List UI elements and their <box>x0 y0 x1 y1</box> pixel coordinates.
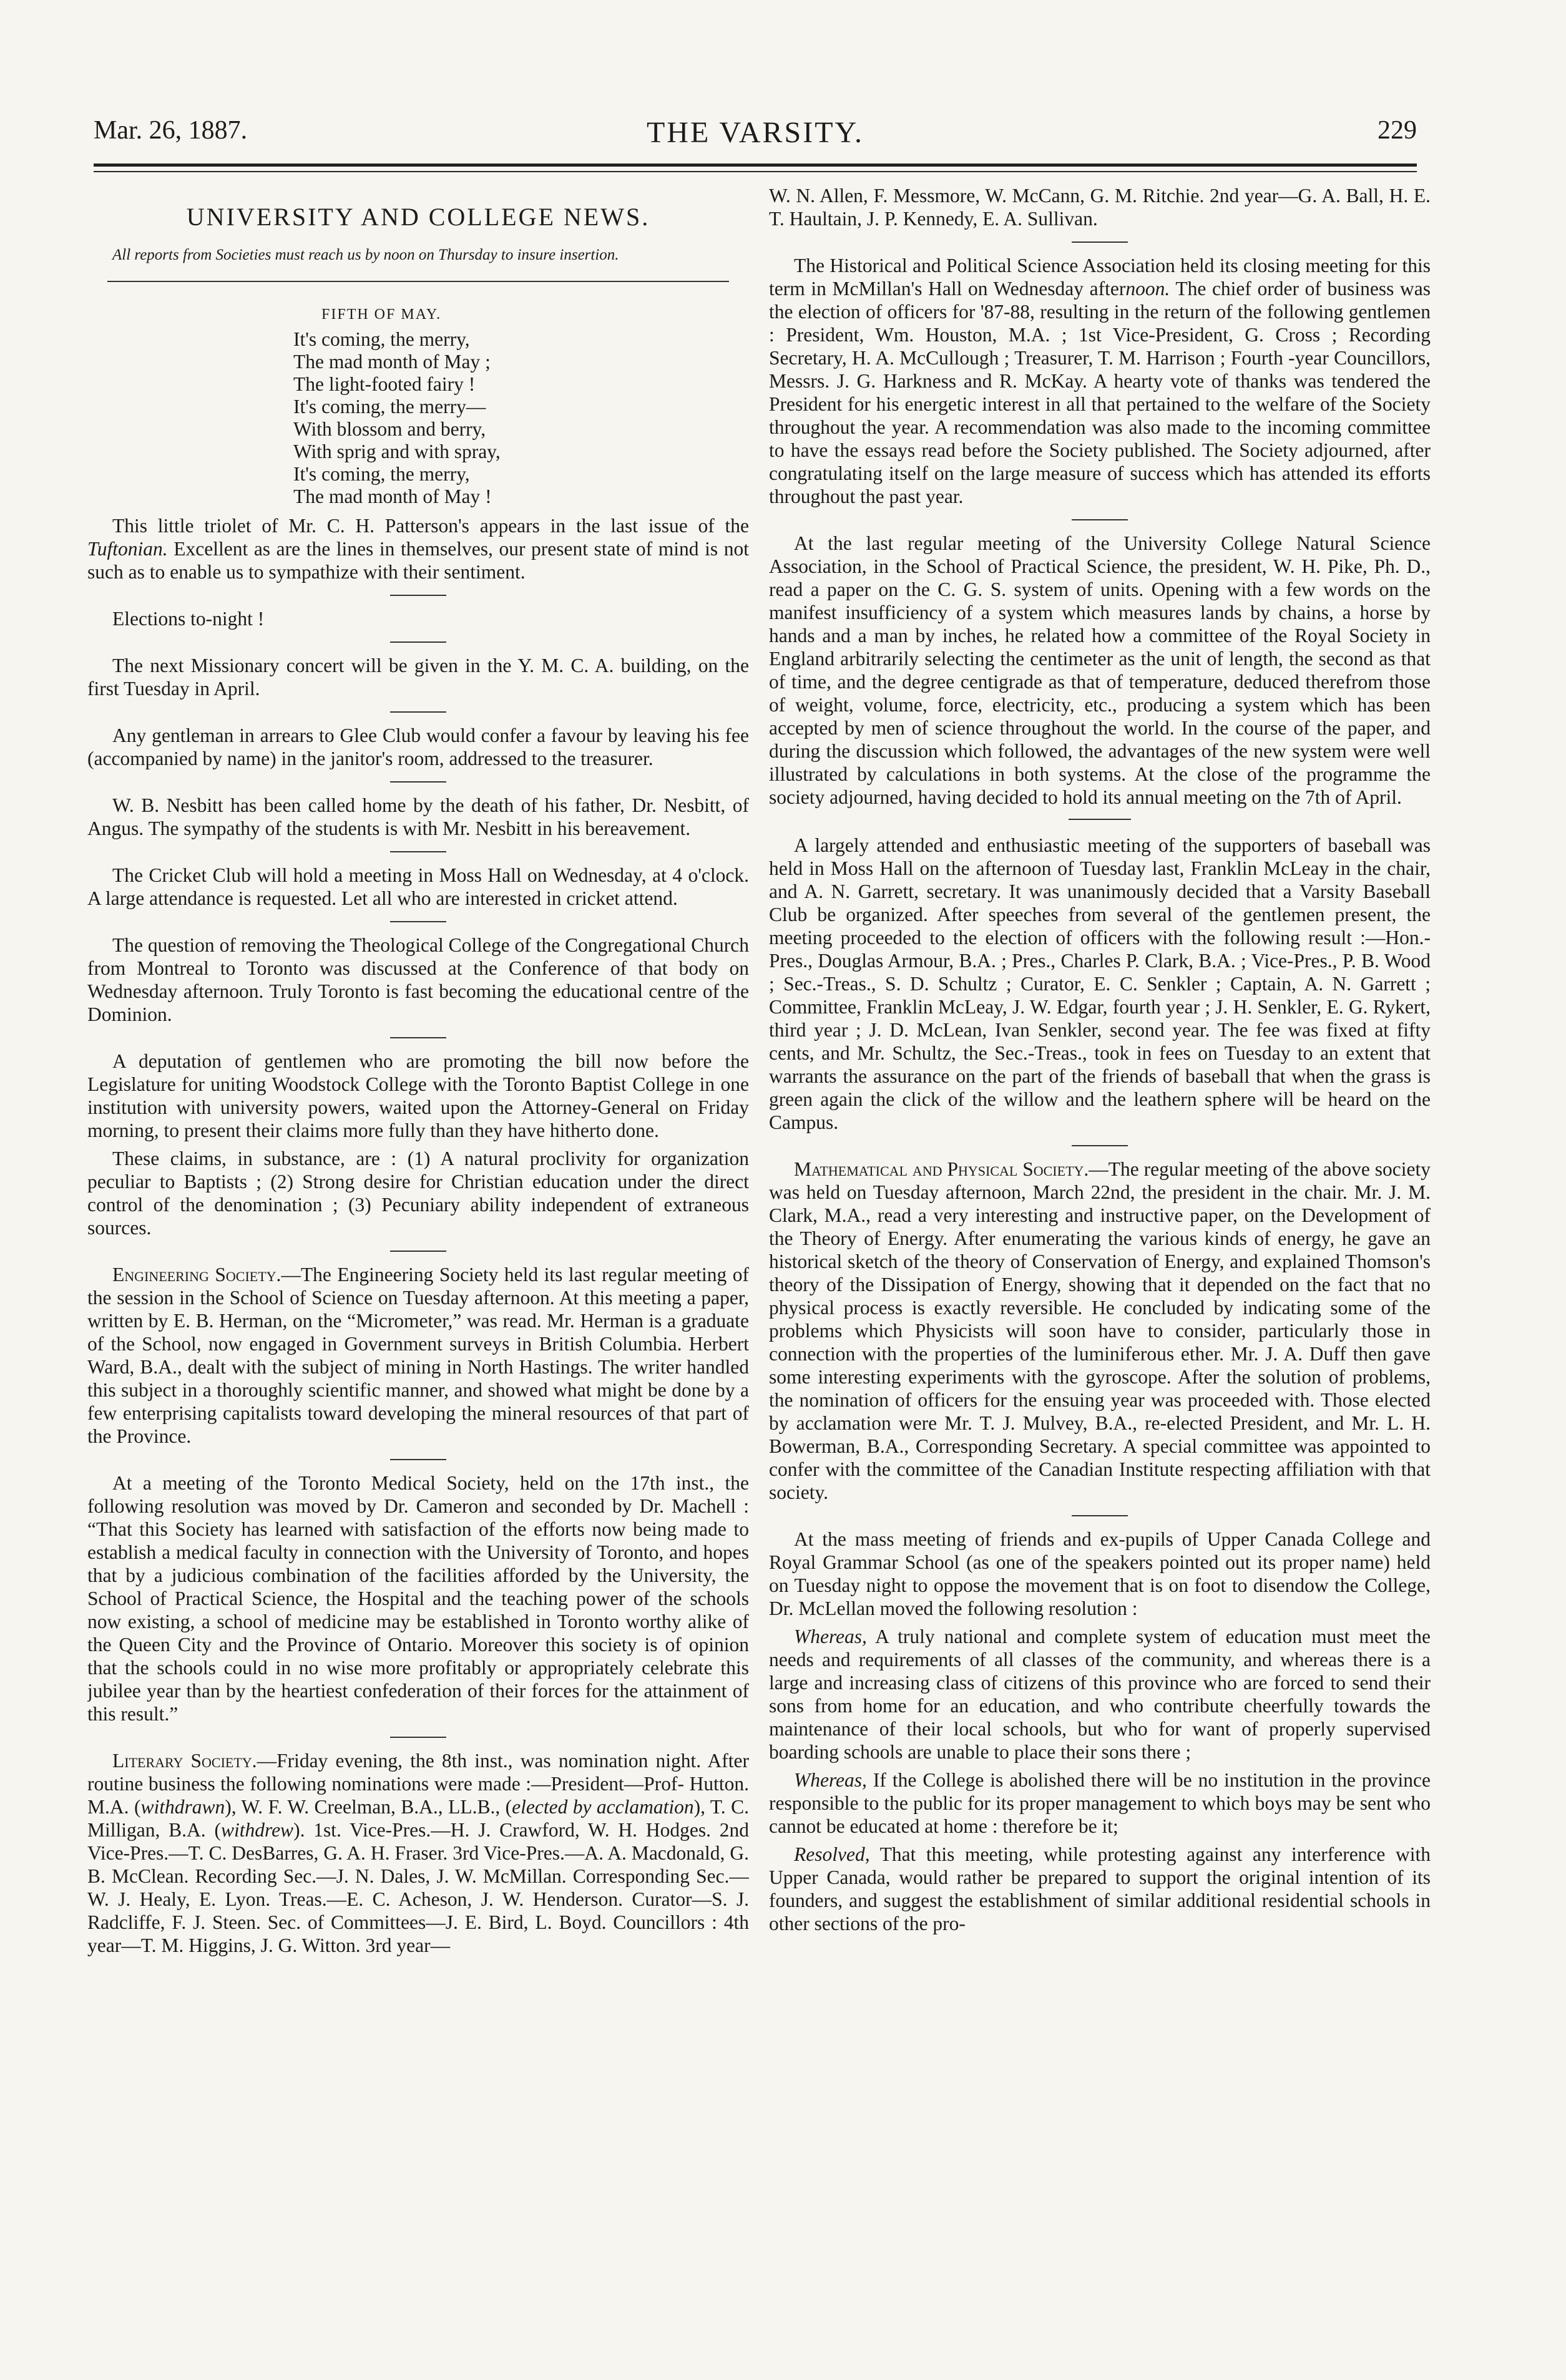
text-run: ), W. F. W. Creelman, B.A., LL.B., ( <box>225 1796 512 1818</box>
header-rule-thick <box>94 163 1417 167</box>
text-run: withdrawn <box>140 1796 225 1818</box>
text-run: noon. <box>1125 278 1170 300</box>
item-separator <box>1069 819 1131 820</box>
text-run: Whereas, <box>794 1769 867 1791</box>
issue-date: Mar. 26, 1887. <box>94 116 248 145</box>
poem-line: With blossom and berry, <box>293 418 486 440</box>
engineering-society-report <box>87 1263 749 1448</box>
text-run: A truly national and complete system of education must meet the needs and requirements of all classes of the community, and whereas there is a large and increasing class of citizens of this province who are forced to send their sons from home for an education, and who contribute cheerfully towards the maintenance of their local schools, but who for want of properly supervised boarding schools are unable to place their sons there ; <box>769 1626 1431 1763</box>
text-run: elected by acclamation <box>512 1796 694 1818</box>
masthead-title: THE VARSITY. <box>646 116 864 149</box>
poem-line: The light-footed fairy ! <box>293 373 476 395</box>
item-separator <box>390 1737 446 1738</box>
poem-line: With sprig and with spray, <box>293 441 501 462</box>
text-run: This little triolet of Mr. C. H. Patterson's appears in the last issue of the <box>112 515 749 537</box>
poem <box>293 328 749 508</box>
item-separator <box>390 1037 446 1038</box>
mathematical-society-report <box>769 1158 1431 1504</box>
missionary-note: The next Missionary concert will be given in the Y. M. C. A. building, on the first Tuesday in April. <box>87 655 749 700</box>
poem-line: It's coming, the merry— <box>293 396 486 417</box>
society-heading: Engineering Society. <box>112 1264 281 1285</box>
item-separator <box>390 641 446 643</box>
right-column <box>769 184 1431 2343</box>
text-run: Excellent as are the lines in themselves, our present state of mind is not such as to enable us to sympathize with their sentiment. <box>87 538 749 583</box>
upper-canada-college-report: At the mass meeting of friends and ex-pupils of Upper Canada College and Royal Grammar School (as one of the speakers pointed out its proper name) held on Tuesday night to oppose the movement that is on foot to disendow the College, Dr. McLellan moved the following resolution : <box>769 1528 1431 1619</box>
historical-association-report <box>769 254 1431 508</box>
text-run: If the College is abolished there will be no institution in the province responsible to the public for its proper management to which boys may be sent who cannot be educated at home : therefore be it; <box>769 1769 1431 1837</box>
item-separator <box>390 1459 446 1460</box>
resolution-whereas-2 <box>769 1768 1431 1838</box>
item-separator <box>390 595 446 596</box>
elections-note: Elections to-night ! <box>112 608 265 630</box>
text-run: Whereas, <box>794 1626 867 1647</box>
society-heading: Mathematical and Physical Society. <box>794 1158 1089 1180</box>
item-separator <box>390 921 446 922</box>
literary-society-report <box>87 1749 749 1957</box>
deputation-note: A deputation of gentlemen who are promoting the bill now before the Legislature for uniting Woodstock College with the Toronto Baptist College in one institution with university powers, waited upon the Attorney-General on Friday morning, to present their claims more fully than they have hitherto done. <box>87 1050 749 1141</box>
claims-note: These claims, in substance, are : (1) A natural proclivity for organization peculiar to Baptists ; (2) Strong desire for Christian education under the direct control of the denomination ; (3) Pecuniary ability independent of extraneous sources. <box>87 1148 749 1239</box>
natural-science-report: At the last regular meeting of the University College Natural Science Association, in the School of Practical Science, the president, W. H. Pike, Ph. D., read a paper on the C. G. S. system of units. Opening with a few words on the manifest insufficiency of a system which measures lands by chains, a horse by hands and a man by inches, he related how a committee of the Royal Society in England arbitrarily selecting the centimeter as the unit of length, the second as that of time, and the degree centigrade as that of temperature, deduced therefrom those of weight, volume, force, electricity, etc., producing a system which has been accepted by men of science throughout the world. In the course of the paper, and during the discussion which followed, the advantages of the new system were well illustrated by calculations in both systems. At the close of the programme the society adjourned, having decided to hold its annual meeting on the 7th of April. <box>769 532 1431 808</box>
poem-line: The mad month of May ! <box>293 485 492 507</box>
poem-line: The mad month of May ; <box>293 351 491 373</box>
glee-club-note: Any gentleman in arrears to Glee Club would confer a favour by leaving his fee (accompanied by name) in the janitor's room, addressed to the treasurer. <box>87 724 749 769</box>
poem-title: FIFTH OF MAY. <box>321 306 442 323</box>
text-run: The Historical and Political Science Association held its closing meeting for this term in McMillan's Hall on Wednesday after <box>769 255 1431 300</box>
page-number: 229 <box>1378 116 1417 145</box>
text-run: Resolved, <box>794 1843 870 1865</box>
publication-name: Tuftonian. <box>87 538 168 560</box>
nesbitt-note: W. B. Nesbitt has been called home by the death of his father, Dr. Nesbitt, of Angus. The sympathy of the students is with Mr. Nesbitt in his bereavement. <box>87 794 749 839</box>
page-header <box>94 115 1417 153</box>
reports-notice: All reports from Societies must reach us by noon on Thursday to insure insertion. <box>112 246 619 263</box>
text-run: —The Engineering Society held its last regular meeting of the session in the School of Science on Tuesday afternoon. At this meeting a paper, written by E. B. Herman, on the “Micrometer,” was read. Mr. Herman is a graduate of the School, now engaged in Government surveys in British Columbia. Herbert Ward, B.A., dealt with the subject of mining in North Hastings. The writer handled this subject in a thoroughly scientific manner, and showed what might be done by a few enterprising capitalists toward developing the mineral resources of that part of the Province. <box>87 1264 749 1447</box>
society-heading: Literary Society. <box>112 1750 257 1772</box>
section-title: UNIVERSITY AND COLLEGE NEWS. <box>186 203 650 231</box>
left-column <box>87 184 749 2343</box>
section-divider <box>107 281 729 282</box>
theological-college-note: The question of removing the Theological College of the Congregational Church from Montreal to Toronto was discussed at the Conference of that body on Wednesday afternoon. Truly Toronto is fast becoming the educational centre of the Dominion. <box>87 934 749 1025</box>
cricket-club-note: The Cricket Club will hold a meeting in Moss Hall on Wednesday, at 4 o'clock. A large attendance is requested. Let all who are interested in cricket attend. <box>87 864 749 909</box>
item-separator <box>1072 1515 1128 1516</box>
poem-line: It's coming, the merry, <box>293 328 470 350</box>
item-separator <box>1072 241 1128 243</box>
baseball-club-report: A largely attended and enthusiastic meeting of the supporters of baseball was held in Moss Hall on the afternoon of Tuesday last, Franklin McLeay in the chair, and A. N. Garrett, secretary. It was unanimously decided that a Varsity Baseball Club be organized. After speeches from several of the gentlemen present, the meeting proceeded to the election of officers with the following result :—Hon.-Pres., Douglas Armour, B.A. ; Pres., Charles P. Clark, B.A. ; Vice-Pres., P. B. Wood ; Sec.-Treas., S. D. Schultz ; Curator, E. C. Senkler ; Captain, A. N. Garrett ; Committee, Franklin McLeay, J. W. Edgar, fourth year ; J. H. Senkler, E. G. Rykert, third year ; J. D. McLean, Ivan Senkler, second year. The fee was fixed at fifty cents, and Mr. Schultz, the Sec.-Treas., took in fees on Tuesday to an extent that warrants the assurance on the part of the friends of baseball that when the grass is green again the click of the willow and the leathern sphere will be heard on the Campus. <box>769 834 1431 1133</box>
text-run: withdrew <box>220 1819 294 1841</box>
poem-line: It's coming, the merry, <box>293 463 470 485</box>
item-separator <box>1072 1145 1128 1146</box>
item-separator <box>390 781 446 783</box>
item-separator <box>390 711 446 713</box>
text-run: ), T. C. Milligan, B.A. ( <box>87 1796 749 1841</box>
text-run: The chief order of business was the election of officers for '87-88, resulting in the return of the following gentlemen : President, Wm. Houston, M.A. ; 1st Vice-President, G. Cross ; Recording Secretary, H. A. McCullough ; Treasurer, T. M. Harrison ; Fourth -year Councillors, Messrs. J. G. Harkness and R. McKay. A hearty vote of thanks was tendered the President for his energetic interest in all that pertained to the welfare of the Society throughout the year. A recommendation was also made to the incoming committee to have the essays read before the Society published. The Society adjourned, after congratulating itself on the large measure of success which has attended its efforts throughout the past year. <box>769 278 1431 507</box>
resolution-whereas-1 <box>769 1625 1431 1763</box>
header-rule-thin <box>94 171 1417 172</box>
triolet-note <box>87 514 749 583</box>
item-separator <box>1072 519 1128 520</box>
item-separator <box>390 1251 446 1252</box>
item-separator <box>390 851 446 852</box>
text-run: That this meeting, while protesting against any interference with Upper Canada, would rather be prepared to support the original intention of its founders, and suggest the establishment of similar additional residential schools in other sections of the pro- <box>769 1843 1431 1934</box>
resolution-resolved <box>769 1843 1431 1935</box>
literary-society-continued: W. N. Allen, F. Messmore, W. McCann, G. M. Ritchie. 2nd year—G. A. Ball, H. E. T. Haultain, J. P. Kennedy, E. A. Sullivan. <box>769 185 1431 230</box>
text-run: ). 1st. Vice-Pres.—H. J. Crawford, W. H. Hodges. 2nd Vice-Pres.—T. C. DesBarres, G. A. H. Fraser. 3rd Vice-Pres.—A. A. Macdonald, G. B. McClean. Recording Sec.—J. N. Dales, J. W. McMillan. Corresponding Sec.—W. J. Healy, E. Lyon. Treas.—E. C. Acheson, J. W. Henderson. Curator—S. J. Radcliffe, F. J. Steen. Sec. of Committees—J. E. Bird, L. Boyd. Councillors : 4th year—T. M. Higgins, J. G. Witton. 3rd year— <box>87 1819 749 1956</box>
medical-society-report: At a meeting of the Toronto Medical Society, held on the 17th inst., the following resolution was moved by Dr. Cameron and seconded by Dr. Machell : “That this Society has learned with satisfaction of the efforts now being made to establish a medical faculty in connection with the University of Toronto, and hopes that by a judicious combination of the facilities afforded by the University, the School of Practical Science, the Hospital and the teaching power of the schools now existing, a school of medicine may be established in Toronto worthy alike of the Queen City and the Province of Ontario. Moreover this society is of opinion that the schools could in no wise more profitably or appropriately celebrate this jubilee year than by the heartiest confederation of their forces for the attainment of this result.” <box>87 1472 749 1725</box>
text-run: —The regular meeting of the above society was held on Tuesday afternoon, March 22nd, the president in the chair. Mr. J. M. Clark, M.A., read a very interesting and instructive paper, on the Development of the Theory of Energy. After enumerating the various kinds of energy, he gave an historical sketch of the theory of Conservation of Energy, and explained Thomson's theory of the Dissipation of Energy, showing that it depended on the fact that no physical process is exactly reversible. He concluded by indicating some of the problems which Physicists will soon have to consider, particularly those in connection with the properties of the luminiferous ether. Mr. J. A. Duff then gave some interesting experiments with the gyroscope. After the solution of problems, the nomination of officers for the ensuing year was proceeded with. Those elected by acclamation were Mr. T. J. Mulvey, B.A., re-elected President, and Mr. L. H. Bowerman, B.A., Corresponding Secretary. A special committee was appointed to confer with the committee of the Canadian Institute respecting affiliation with that society. <box>769 1158 1431 1503</box>
text-run: —Friday evening, the 8th inst., was nomination night. After routine business the following nominations were made :—President—Prof- Hutton. M.A. ( <box>87 1750 749 1818</box>
